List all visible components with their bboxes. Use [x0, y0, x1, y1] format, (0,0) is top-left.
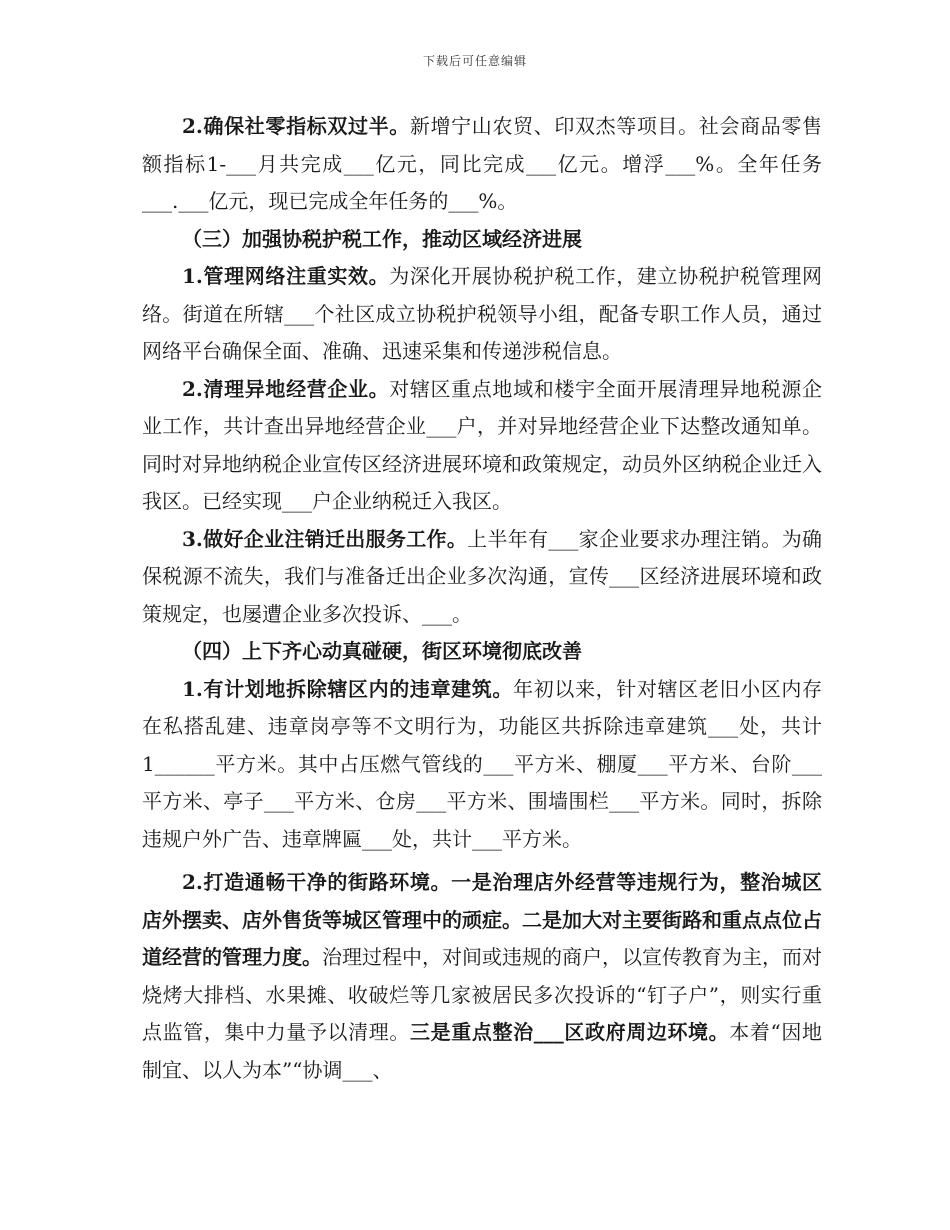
paragraph-lead: 2.打造通畅干净的街路环境。一是治理店外经营等违规行为，整治城区店外摆卖、店外售货等城区管理中的顽症。二是加大对主要街路和重点点位占道经营的管理力度。 [142, 870, 822, 969]
paragraph-text: 治理过程中，对间或违规的商户，以宣传教育为主，而对烧烤大排档、水果摊、收破烂等几家被居民多次投诉的“钉子户”，则实行重点监管，集中力量予以清理。 [142, 945, 822, 1044]
paragraph-text: 上半年有___家企业要求办理注销。为确保税源不流失，我们与准备迁出企业多次沟通，宣传___区经济进展环境和政策规定，也屡遭企业多次投诉、___。 [142, 526, 822, 626]
paragraph-lead-secondary: 三是重点整治___区政府周边环境。 [410, 1020, 730, 1044]
paragraph-retail-target [142, 108, 822, 221]
paragraph-management-network [142, 258, 822, 371]
paragraph-text: 为深化开展协税护税工作，建立协税护税管理网络。街道在所辖___个社区成立协税护税领导小组，配备专职工作人员，通过网络平台确保全面、准确、迅速采集和传递涉税信息。 [142, 264, 822, 363]
paragraph-lead: 1.管理网络注重实效。 [182, 264, 390, 288]
paragraph-deregistration [142, 521, 822, 634]
paragraph-text: 新增宁山农贸、印双杰等项目。社会商品零售额指标1-___月共完成___亿元，同比完成___亿元。增浮___%。全年任务___.___亿元，现已完成全年任务的___%。 [142, 114, 822, 213]
section-heading-4: （四）上下齐心动真碰硬，街区环境彻底改善 [182, 639, 582, 663]
page-header: 下载后可任意编辑 [422, 54, 527, 68]
paragraph-text-secondary: 本着“因地制宜、以人为本”“协调___、 [142, 1020, 822, 1082]
paragraph-lead: 1.有计划地拆除辖区内的违章建筑。 [182, 676, 514, 701]
paragraph-lead: 3.做好企业注销迁出服务工作。 [182, 526, 468, 551]
paragraph-text: 对辖区重点地域和楼宇全面开展清理异地税源企业工作，共计查出异地经营企业___户，并对异地经营企业下达整改通知单。同时对异地纳税企业宣传区经济进展环境和政策规定，动员外区纳税企业迁入我区。已经实现___户企业纳税迁入我区。 [142, 376, 822, 513]
paragraph-lead: 2.确保社零指标双过半。 [182, 114, 410, 138]
document-body [142, 108, 822, 1089]
paragraph-offsite-enterprises [142, 371, 822, 521]
section-heading-3: （三）加强协税护税工作，推动区域经济进展 [182, 226, 582, 251]
paragraph-lead: 2.清理异地经营企业。 [182, 376, 390, 401]
paragraph-text: 年初以来，针对辖区老旧小区内存在私搭乱建、违章岗亭等不文明行为，功能区共拆除违章建筑___处，共计1______平方米。其中占压燃气管线的___平方米、棚厦___平方米、台阶___平方米、亭子___平方米、仓房___平方米、围墙围栏___平方米。同时，拆除违规户外广告、违章牌匾___处，共计___平方米。 [142, 676, 822, 851]
paragraph-illegal-buildings [142, 671, 822, 859]
paragraph-street-environment [142, 864, 822, 1089]
